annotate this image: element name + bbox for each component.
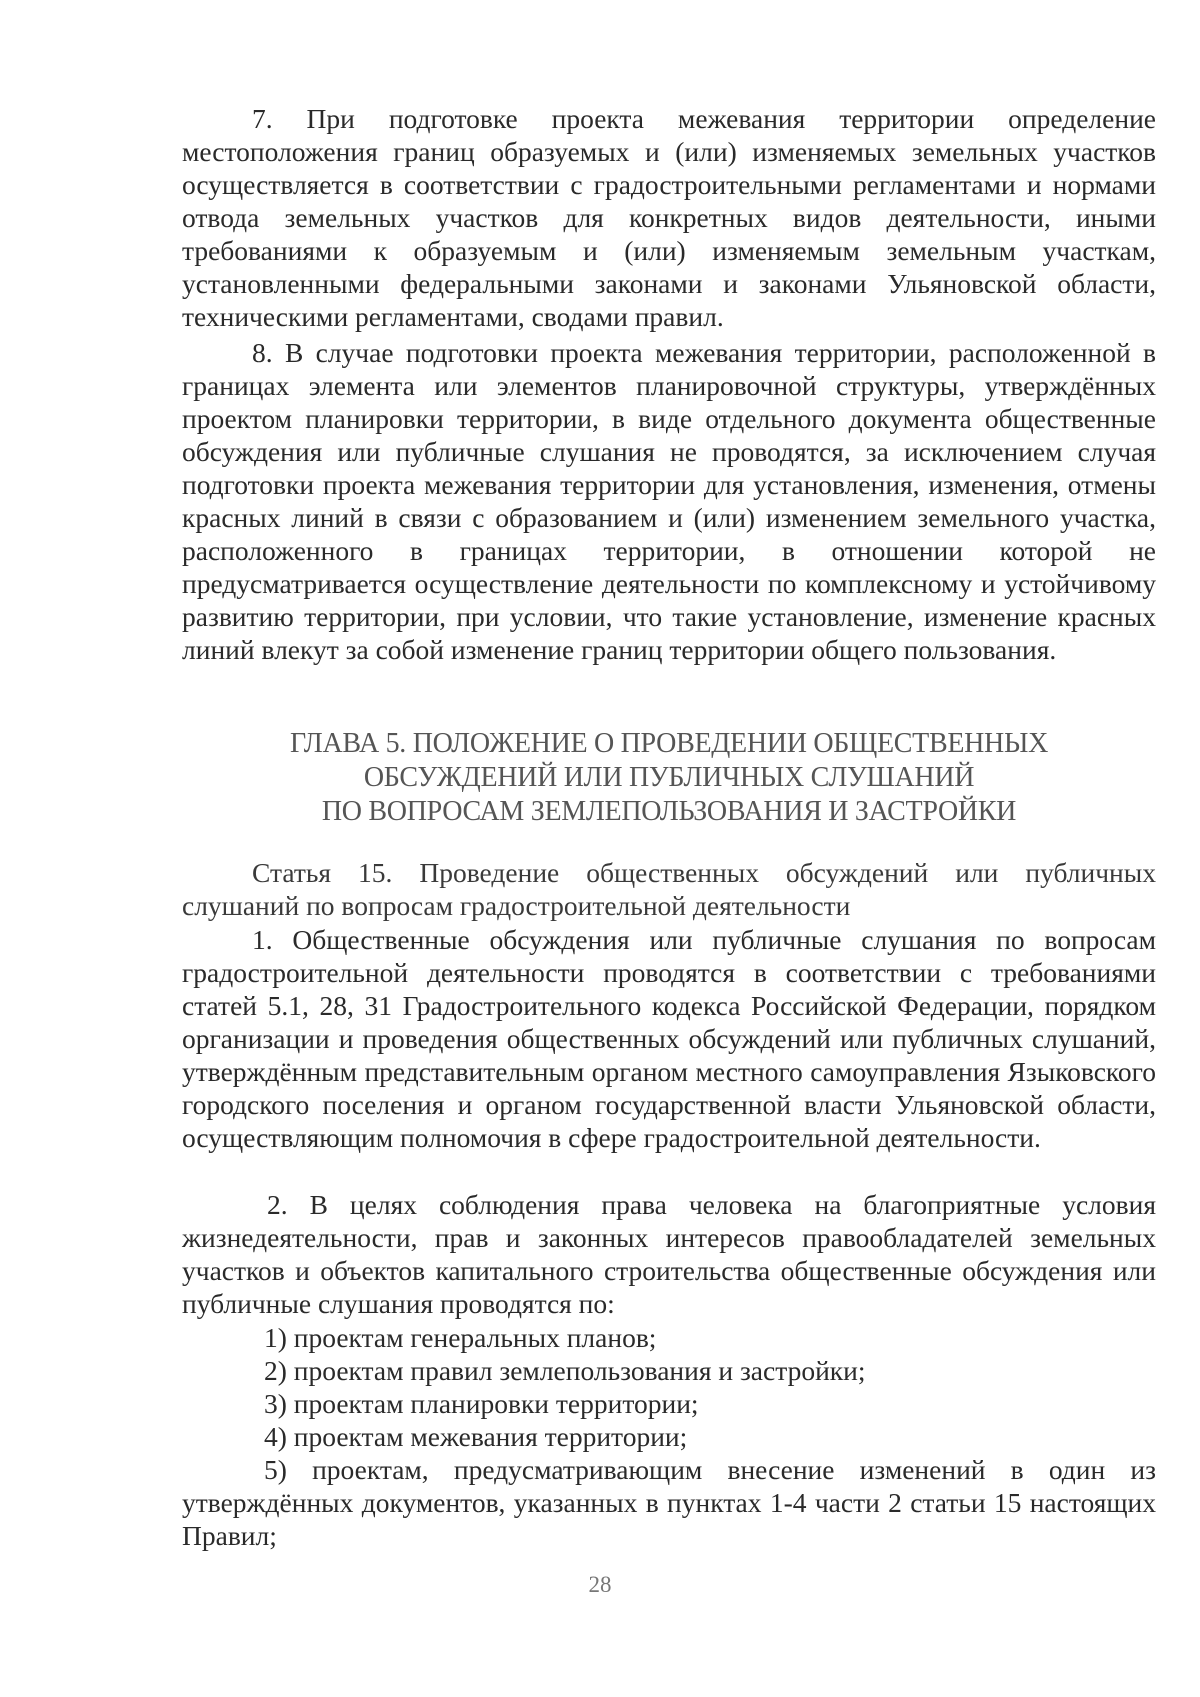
chapter-heading-line-3: ПО ВОПРОСАМ ЗЕМЛЕПОЛЬЗОВАНИЯ И ЗАСТРОЙКИ (321, 796, 1017, 827)
article-title: Статья 15. Проведение общественных обсуждений или публичных слушаний по вопросам градостроительной деятельности (182, 857, 1156, 921)
chapter-heading-line-1: ГЛАВА 5. ПОЛОЖЕНИЕ О ПРОВЕДЕНИИ ОБЩЕСТВЕННЫХ (289, 728, 1049, 759)
list-item: 1) проектам генеральных планов; (264, 1322, 657, 1353)
paragraph-7: 7. При подготовке проекта межевания территории определение местоположения границ образуемых и (или) изменяемых земельных участков осуществляется в соответствии с градостроительными регламентами и нормами отвода земельных участков для конкретных видов деятельности, иными требованиями к образуемым и (или) изменяемым земельным участкам, установленными федеральными законами и законами Ульяновской области, техническими регламентами, сводами правил. (182, 103, 1156, 332)
list-item: 4) проектам межевания территории; (264, 1421, 688, 1452)
chapter-heading-line-2: ОБСУЖДЕНИЙ ИЛИ ПУБЛИЧНЫХ СЛУШАНИЙ (363, 762, 975, 793)
list-item: 3) проектам планировки территории; (264, 1388, 699, 1419)
article-paragraph-1: 1. Общественные обсуждения или публичные слушания по вопросам градостроительной деятельности проводятся в соответствии с требованиями статей 5.1, 28, 31 Градостроительного кодекса Российской Федерации, порядком организации и проведения общественных обсуждений или публичных слушаний, утверждённым представительным органом местного самоуправления Языковского городского поселения и органом государственной власти Ульяновской области, осуществляющим полномочия в сфере градостроительной деятельности. (182, 924, 1156, 1153)
page-number: 28 (588, 1572, 612, 1597)
article-paragraph-2: 2. В целях соблюдения права человека на благоприятные условия жизнедеятельности, прав и законных интересов правообладателей земельных участков и объектов капитального строительства общественные обсуждения или публичные слушания проводятся по: (182, 1189, 1156, 1319)
list-item: 5) проектам, предусматривающим внесение изменений в один из утверждённых документов, указанных в пунктах 1-4 части 2 статьи 15 настоящих Правил; (182, 1454, 1156, 1551)
project-list (182, 1321, 1156, 1552)
chapter-heading (182, 727, 1156, 829)
paragraph-8: 8. В случае подготовки проекта межевания территории, расположенной в границах элемента или элементов планировочной структуры, утверждённых проектом планировки территории, в виде отдельного документа общественные обсуждения или публичные слушания не проводятся, за исключением случая подготовки проекта межевания территории для установления, изменения, отмены красных линий в связи с образованием и (или) изменением земельного участка, расположенного в границах территории, в отношении которой не предусматривается осуществление деятельности по комплексному и устойчивому развитию территории, при условии, что такие установление, изменение красных линий влекут за собой изменение границ территории общего пользования. (182, 337, 1156, 665)
list-item: 2) проектам правил землепользования и застройки; (264, 1355, 866, 1386)
